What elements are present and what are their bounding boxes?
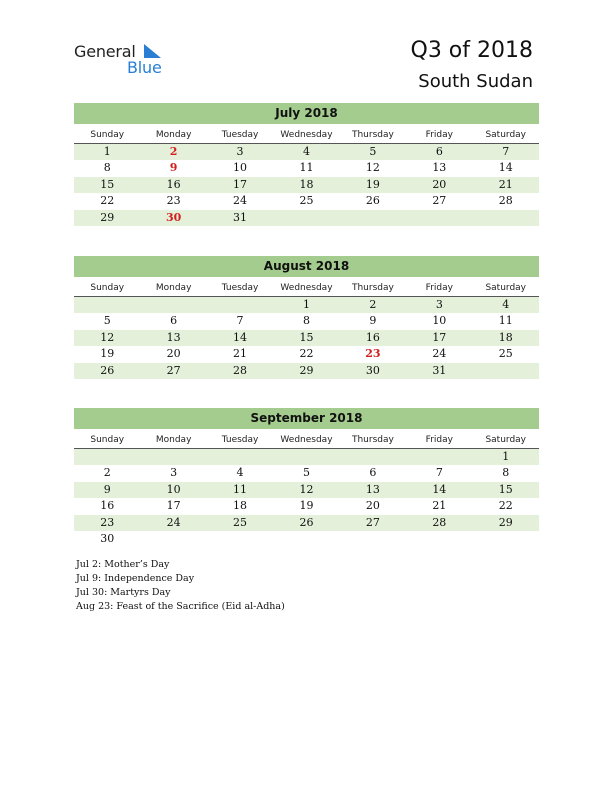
page-subtitle: South Sudan bbox=[418, 71, 533, 92]
date-cell: 6 bbox=[369, 466, 377, 480]
month-header: July 2018 bbox=[74, 103, 539, 124]
weekday-label: Saturday bbox=[485, 435, 527, 445]
date-cell: 9 bbox=[369, 314, 377, 328]
week-row bbox=[74, 531, 539, 547]
date-cell: 22 bbox=[100, 194, 115, 208]
week-row bbox=[74, 160, 539, 176]
holiday-note: Jul 9: Independence Day bbox=[76, 573, 195, 584]
date-cell: 20 bbox=[365, 499, 380, 513]
week-row bbox=[74, 346, 539, 362]
month-august bbox=[74, 256, 539, 379]
date-cell bbox=[473, 363, 539, 379]
blue-triangle-icon bbox=[142, 43, 162, 59]
date-cell: 17 bbox=[432, 330, 447, 344]
weekday-label: Thursday bbox=[351, 283, 394, 293]
week-row bbox=[74, 515, 539, 531]
date-cell: 24 bbox=[432, 347, 447, 361]
date-cell bbox=[340, 210, 406, 226]
date-cell: 27 bbox=[166, 363, 181, 377]
weekday-header-row bbox=[74, 280, 539, 297]
date-cell: 11 bbox=[299, 161, 314, 175]
date-cell: 26 bbox=[299, 515, 314, 529]
date-cell: 16 bbox=[365, 330, 380, 344]
date-cell bbox=[473, 531, 539, 547]
date-cell: 8 bbox=[103, 161, 111, 175]
date-cell bbox=[473, 210, 539, 226]
date-cell: 6 bbox=[170, 314, 178, 328]
date-cell: 13 bbox=[432, 161, 447, 175]
date-cell: 11 bbox=[498, 314, 513, 328]
date-cell: 11 bbox=[233, 482, 248, 496]
month-header: August 2018 bbox=[74, 256, 539, 277]
date-cell: 13 bbox=[365, 482, 380, 496]
date-cell bbox=[406, 449, 472, 465]
week-row bbox=[74, 297, 539, 313]
weekday-label: Wednesday bbox=[280, 283, 333, 293]
date-cell: 26 bbox=[365, 194, 380, 208]
date-cell: 12 bbox=[365, 161, 380, 175]
date-cell bbox=[207, 449, 273, 465]
date-cell bbox=[74, 297, 140, 313]
date-cell: 18 bbox=[498, 330, 513, 344]
date-cell: 15 bbox=[299, 330, 314, 344]
date-cell: 6 bbox=[435, 145, 443, 158]
date-cell: 30 bbox=[100, 531, 115, 545]
holiday-note: Aug 23: Feast of the Sacrifice (Eid al-Adha) bbox=[76, 601, 285, 612]
date-cell: 29 bbox=[299, 363, 314, 377]
date-cell: 10 bbox=[166, 482, 181, 496]
date-cell: 20 bbox=[432, 177, 447, 191]
weekday-label: Sunday bbox=[90, 130, 125, 140]
week-row bbox=[74, 363, 539, 379]
date-cell: 5 bbox=[369, 145, 377, 158]
weekday-label: Friday bbox=[425, 435, 453, 445]
date-cell: 1 bbox=[502, 450, 510, 463]
date-cell: 30 bbox=[365, 363, 380, 377]
month-september bbox=[74, 408, 539, 547]
date-cell bbox=[406, 210, 472, 226]
weekday-header-row bbox=[74, 127, 539, 144]
week-row bbox=[74, 210, 539, 226]
weekday-label: Friday bbox=[425, 283, 453, 293]
date-cell bbox=[74, 449, 140, 465]
date-cell: 2 bbox=[369, 298, 377, 311]
weekday-label: Friday bbox=[425, 130, 453, 140]
weekday-label: Wednesday bbox=[280, 130, 333, 140]
week-row bbox=[74, 498, 539, 514]
holiday-date-cell: 2 bbox=[169, 145, 178, 158]
date-cell bbox=[273, 531, 339, 547]
date-cell bbox=[140, 531, 206, 547]
date-cell: 4 bbox=[502, 298, 510, 311]
date-cell: 28 bbox=[233, 363, 248, 377]
date-cell: 21 bbox=[233, 347, 248, 361]
weekday-label: Thursday bbox=[351, 435, 394, 445]
date-cell: 7 bbox=[435, 466, 443, 480]
weekday-label: Sunday bbox=[90, 435, 125, 445]
date-cell: 31 bbox=[233, 210, 248, 224]
page-title: Q3 of 2018 bbox=[410, 38, 533, 63]
month-july bbox=[74, 103, 539, 226]
date-cell: 14 bbox=[498, 161, 513, 175]
weekday-label: Wednesday bbox=[280, 435, 333, 445]
weekday-label: Tuesday bbox=[221, 435, 259, 445]
holiday-date-cell: 9 bbox=[169, 161, 178, 175]
date-cell bbox=[140, 449, 206, 465]
date-cell: 3 bbox=[435, 298, 443, 311]
weekday-label: Tuesday bbox=[221, 283, 259, 293]
date-cell: 7 bbox=[502, 145, 510, 158]
date-cell bbox=[207, 297, 273, 313]
date-cell bbox=[140, 297, 206, 313]
date-cell: 15 bbox=[100, 177, 115, 191]
holiday-note: Jul 2: Mother’s Day bbox=[76, 559, 170, 570]
date-cell: 23 bbox=[100, 515, 115, 529]
date-cell: 19 bbox=[299, 499, 314, 513]
date-cell: 21 bbox=[498, 177, 513, 191]
date-cell: 27 bbox=[432, 194, 447, 208]
date-cell: 10 bbox=[432, 314, 447, 328]
date-cell: 2 bbox=[103, 466, 111, 480]
week-row bbox=[74, 465, 539, 481]
date-cell: 24 bbox=[233, 194, 248, 208]
weekday-header-row bbox=[74, 432, 539, 449]
date-cell: 25 bbox=[498, 347, 513, 361]
date-cell: 12 bbox=[100, 330, 115, 344]
date-cell: 22 bbox=[299, 347, 314, 361]
date-cell: 18 bbox=[299, 177, 314, 191]
date-cell: 9 bbox=[103, 482, 111, 496]
date-cell: 21 bbox=[432, 499, 447, 513]
date-cell: 17 bbox=[233, 177, 248, 191]
date-cell: 29 bbox=[498, 515, 513, 529]
date-cell: 8 bbox=[302, 314, 310, 328]
date-cell: 19 bbox=[365, 177, 380, 191]
date-cell bbox=[273, 449, 339, 465]
date-cell: 12 bbox=[299, 482, 314, 496]
date-cell: 29 bbox=[100, 210, 115, 224]
week-row bbox=[74, 313, 539, 329]
week-row bbox=[74, 144, 539, 160]
date-cell: 16 bbox=[100, 499, 115, 513]
date-cell: 17 bbox=[166, 499, 181, 513]
date-cell: 26 bbox=[100, 363, 115, 377]
weekday-label: Monday bbox=[155, 130, 192, 140]
weekday-label: Tuesday bbox=[221, 130, 259, 140]
week-row bbox=[74, 482, 539, 498]
weekday-label: Monday bbox=[155, 435, 192, 445]
week-row bbox=[74, 193, 539, 209]
week-row bbox=[74, 330, 539, 346]
date-cell: 14 bbox=[233, 330, 248, 344]
date-cell: 28 bbox=[498, 194, 513, 208]
date-cell: 8 bbox=[502, 466, 510, 480]
date-cell: 3 bbox=[170, 466, 178, 480]
date-cell: 1 bbox=[302, 298, 310, 311]
logo-text-blue: Blue bbox=[127, 58, 162, 77]
logo-text-general: General bbox=[74, 42, 136, 61]
date-cell: 14 bbox=[432, 482, 447, 496]
date-cell: 20 bbox=[166, 347, 181, 361]
date-cell: 10 bbox=[233, 161, 248, 175]
holiday-notes bbox=[76, 558, 285, 614]
date-cell: 23 bbox=[166, 194, 181, 208]
weekday-label: Thursday bbox=[351, 130, 394, 140]
logo bbox=[74, 40, 184, 80]
week-row bbox=[74, 449, 539, 465]
date-cell: 16 bbox=[166, 177, 181, 191]
date-cell: 25 bbox=[299, 194, 314, 208]
date-cell: 7 bbox=[236, 314, 244, 328]
weekday-label: Monday bbox=[155, 283, 192, 293]
holiday-date-cell: 23 bbox=[365, 347, 381, 361]
date-cell bbox=[207, 531, 273, 547]
weekday-label: Saturday bbox=[485, 130, 527, 140]
date-cell: 31 bbox=[432, 363, 447, 377]
date-cell: 24 bbox=[166, 515, 181, 529]
date-cell: 28 bbox=[432, 515, 447, 529]
date-cell: 27 bbox=[365, 515, 380, 529]
date-cell bbox=[273, 210, 339, 226]
date-cell: 1 bbox=[103, 145, 111, 158]
date-cell: 4 bbox=[302, 145, 310, 158]
weekday-label: Saturday bbox=[485, 283, 527, 293]
holiday-date-cell: 30 bbox=[165, 210, 182, 224]
date-cell: 3 bbox=[236, 145, 244, 158]
date-cell: 13 bbox=[166, 330, 181, 344]
weekday-label: Sunday bbox=[90, 283, 125, 293]
date-cell: 15 bbox=[498, 482, 513, 496]
holiday-note: Jul 30: Martyrs Day bbox=[76, 587, 171, 598]
date-cell: 19 bbox=[100, 347, 115, 361]
date-cell: 4 bbox=[236, 466, 244, 480]
date-cell bbox=[340, 531, 406, 547]
month-header: September 2018 bbox=[74, 408, 539, 429]
date-cell: 25 bbox=[233, 515, 248, 529]
date-cell: 5 bbox=[302, 466, 310, 480]
date-cell: 18 bbox=[233, 499, 248, 513]
week-row bbox=[74, 177, 539, 193]
date-cell: 5 bbox=[103, 314, 111, 328]
date-cell: 22 bbox=[498, 499, 513, 513]
date-cell bbox=[340, 449, 406, 465]
date-cell bbox=[406, 531, 472, 547]
